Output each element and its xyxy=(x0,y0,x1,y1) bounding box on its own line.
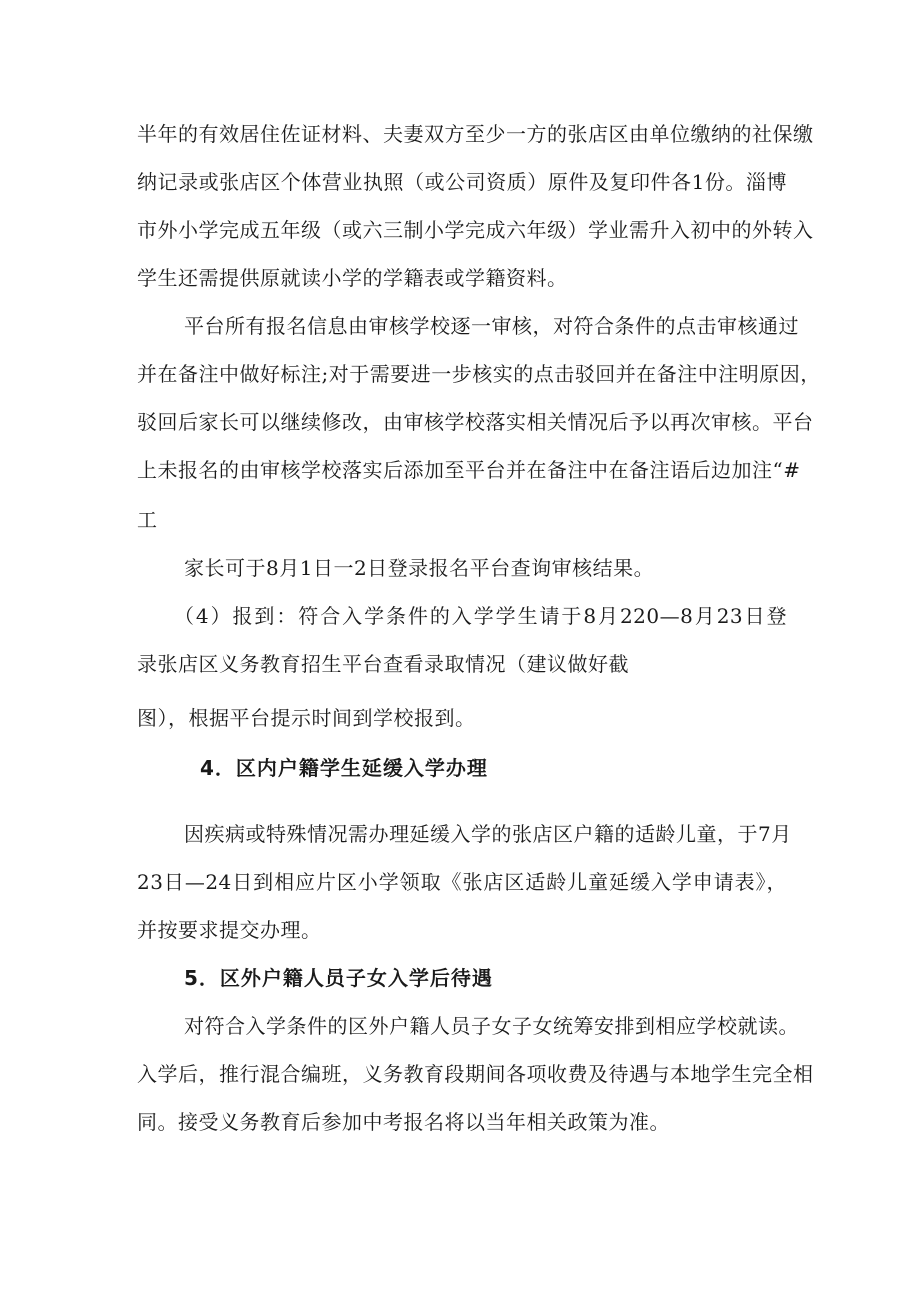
paragraph-5-line-1: 因疾病或特殊情况需办理延缓入学的张店区户籍的适龄儿童，于7月 xyxy=(184,822,792,846)
paragraph-5-line-3: 并按要求提交办理。 xyxy=(137,918,322,942)
paragraph-6-line-3: 同。接受义务教育后参加中考报名将以当年相关政策为准。 xyxy=(137,1110,670,1134)
paragraph-1-line-3: 市外小学完成五年级（或六三制小学完成六年级）学业需升入初中的外转入 xyxy=(137,218,814,242)
paragraph-4-line-1: （4）报到：符合入学条件的入学学生请于8月220—8月23日登 xyxy=(174,604,787,628)
paragraph-6-line-2: 入学后，推行混合编班，义务教育段期间各项收费及待遇与本地学生完全相 xyxy=(137,1062,814,1086)
paragraph-2-line-3: 驳回后家长可以继续修改，由审核学校落实相关情况后予以再次审核。平台 xyxy=(137,410,814,434)
paragraph-1-line-2: 纳记录或张店区个体营业执照（或公司资质）原件及复印件各1份。淄博 xyxy=(137,170,787,194)
paragraph-3-line-1: 家长可于8月1日一2日登录报名平台查询审核结果。 xyxy=(184,556,655,580)
paragraph-1-line-1: 半年的有效居住佐证材料、夫妻双方至少一方的张店区由单位缴纳的社保缴 xyxy=(137,122,814,146)
paragraph-5-line-2: 23日—24日到相应片区小学领取《张店区适龄儿童延缓入学申请表》， xyxy=(137,870,787,894)
paragraph-6-line-1: 对符合入学条件的区外户籍人员子女子女统筹安排到相应学校就读。 xyxy=(184,1014,799,1038)
paragraph-1-line-4: 学生还需提供原就读小学的学籍表或学籍资料。 xyxy=(137,266,568,290)
section-heading-5: 5．区外户籍人员子女入学后待遇 xyxy=(184,966,493,990)
paragraph-4-line-3: 图），根据平台提示时间到学校报到。 xyxy=(137,706,476,730)
paragraph-4-line-2: 录张店区义务教育招生平台查看录取情况（建议做好截 xyxy=(137,652,629,676)
paragraph-2-line-2: 并在备注中做好标注;对于需要进一步核实的点击驳回并在备注中注明原因， xyxy=(137,362,821,386)
paragraph-2-line-1: 平台所有报名信息由审核学校逐一审核，对符合条件的点击审核通过 xyxy=(184,314,799,338)
paragraph-2-line-5: 工 xyxy=(137,508,158,532)
paragraph-2-line-4: 上未报名的由审核学校落实后添加至平台并在备注中在备注语后边加注“# xyxy=(137,458,801,482)
section-heading-4: 4．区内户籍学生延缓入学办理 xyxy=(200,756,488,780)
